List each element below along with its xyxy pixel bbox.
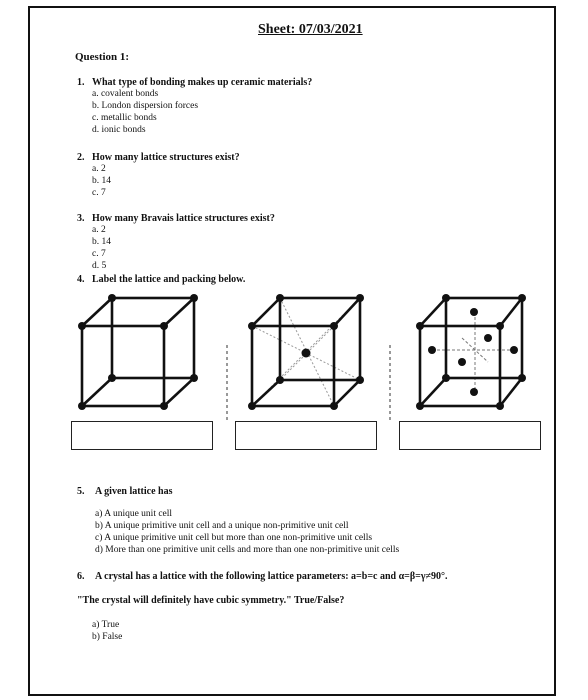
q6-number: 6. — [77, 571, 85, 582]
q3-option-d: d. 5 — [92, 261, 107, 271]
q5-option-d: d) More than one primitive unit cells and more than one non-primitive unit cells — [95, 545, 400, 555]
q5-option-a: a) A unique unit cell — [95, 509, 173, 519]
q2-text: How many lattice structures exist? — [92, 152, 240, 163]
lattice-1-answer-box[interactable] — [71, 421, 213, 450]
q1-option-d: d. ionic bonds — [92, 125, 146, 135]
q1-option-c: c. metallic bonds — [92, 113, 157, 123]
q2-option-c: c. 7 — [92, 188, 106, 198]
question-header: Question 1: — [75, 51, 130, 63]
q1-option-a: a. covalent bonds — [92, 89, 159, 99]
sheet-title: Sheet: 07/03/2021 — [258, 22, 363, 37]
q3-option-c: c. 7 — [92, 249, 106, 259]
q4-text: Label the lattice and packing below. — [92, 274, 246, 285]
q3-option-b: b. 14 — [92, 237, 111, 247]
q4-number: 4. — [77, 274, 85, 285]
q6-option-a: a) True — [92, 620, 120, 630]
q3-option-a: a. 2 — [92, 225, 106, 235]
q5-option-b: b) A unique primitive unit cell and a unique non-primitive unit cell — [95, 521, 349, 531]
q6-option-b: b) False — [92, 632, 123, 642]
q6-text: A crystal has a lattice with the following lattice parameters: a=b=c and α=β=γ≠90°. — [95, 571, 448, 582]
lattice-3-answer-box[interactable] — [399, 421, 541, 450]
q2-option-a: a. 2 — [92, 164, 106, 174]
q5-text: A given lattice has — [95, 486, 173, 497]
q1-text: What type of bonding makes up ceramic materials? — [92, 77, 313, 88]
q2-option-b: b. 14 — [92, 176, 111, 186]
q3-text: How many Bravais lattice structures exist? — [92, 213, 275, 224]
q1-number: 1. — [77, 77, 85, 88]
q3-number: 3. — [77, 213, 85, 224]
q2-number: 2. — [77, 152, 85, 163]
q5-number: 5. — [77, 486, 85, 497]
q6-statement: "The crystal will definitely have cubic symmetry." True/False? — [77, 595, 345, 606]
q1-option-b: b. London dispersion forces — [92, 101, 199, 111]
q5-option-c: c) A unique primitive unit cell but more than one non-primitive unit cells — [95, 533, 373, 543]
lattice-2-answer-box[interactable] — [235, 421, 377, 450]
